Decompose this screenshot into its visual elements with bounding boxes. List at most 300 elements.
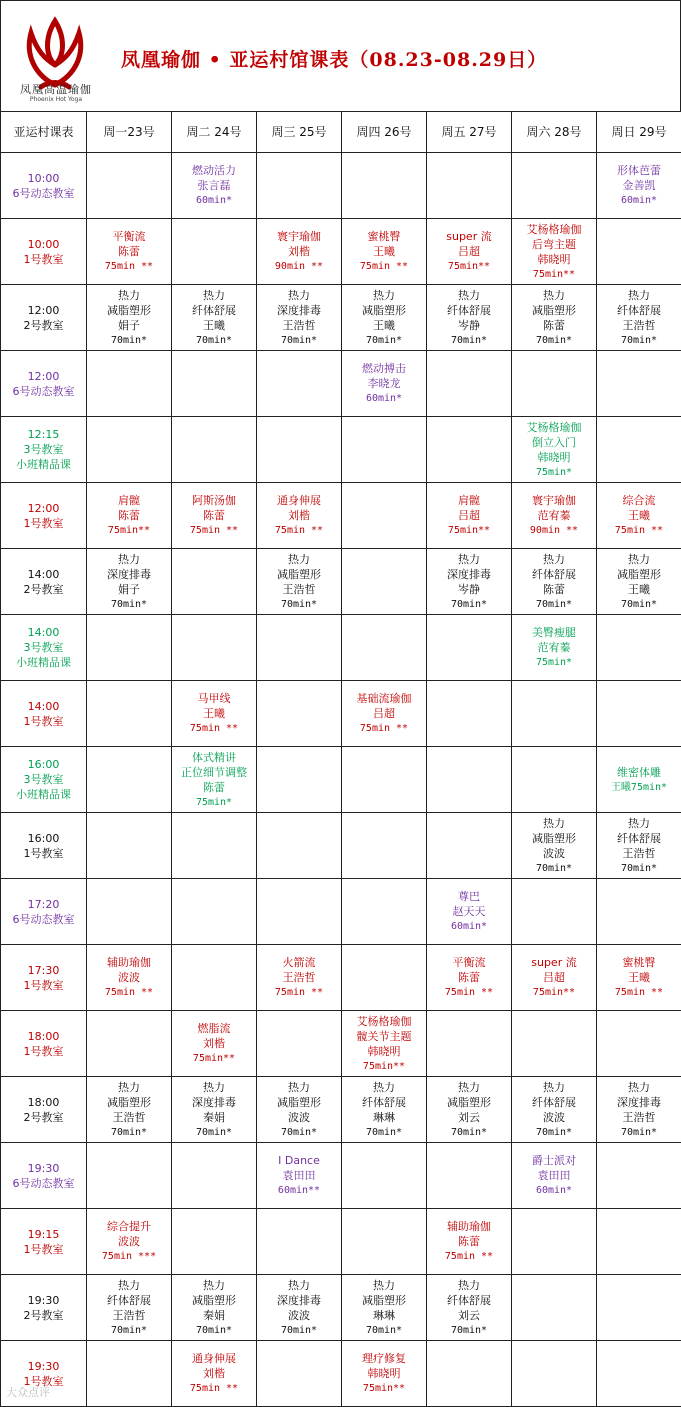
class-line: 金善凯 [597, 178, 681, 193]
class-line: 75min ** [172, 1381, 256, 1396]
class-line: 陈蕾 [512, 318, 596, 333]
class-line: 刘楷 [257, 508, 341, 523]
class-cell[interactable] [512, 945, 597, 1011]
class-line: 基础流瑜伽 [342, 691, 426, 706]
class-line: 热力 [87, 1080, 171, 1095]
empty-cell [87, 1341, 172, 1407]
class-line: 艾杨格瑜伽 [342, 1014, 426, 1029]
class-line: 减脂塑形 [512, 831, 596, 846]
class-line: 王浩哲 [597, 1110, 681, 1125]
class-cell[interactable] [597, 285, 681, 351]
schedule-row [1, 1341, 681, 1407]
class-line: 75min** [512, 267, 596, 282]
day-header: 周四 26号 [342, 112, 427, 153]
time-room-line: 6号动态教室 [1, 186, 86, 201]
class-cell[interactable] [597, 483, 681, 549]
class-line: 岑静 [427, 318, 511, 333]
time-room-cell [1, 285, 87, 351]
class-line: 王曦 [597, 970, 681, 985]
time-room-line: 18:00 [1, 1095, 86, 1110]
empty-cell [512, 351, 597, 417]
class-line: 王曦 [597, 582, 681, 597]
class-line: super 流 [427, 229, 511, 244]
class-line: 70min* [597, 1125, 681, 1140]
class-line: 热力 [172, 288, 256, 303]
time-room-cell [1, 351, 87, 417]
class-line: 波波 [257, 1308, 341, 1323]
time-room-line: 小班精品课 [1, 655, 86, 670]
time-room-cell [1, 219, 87, 285]
class-line: 纤体舒展 [512, 567, 596, 582]
class-cell[interactable] [87, 1209, 172, 1275]
class-line: 减脂塑形 [87, 303, 171, 318]
class-line: 热力 [512, 552, 596, 567]
class-cell[interactable] [257, 549, 342, 615]
class-cell[interactable] [257, 945, 342, 1011]
time-room-line: 14:00 [1, 567, 86, 582]
logo-text-cn: 凤凰高温瑜伽 [15, 81, 97, 97]
class-line: 60min* [597, 193, 681, 208]
class-cell[interactable] [342, 1077, 427, 1143]
empty-cell [257, 153, 342, 219]
class-line: 纤体舒展 [427, 1293, 511, 1308]
class-line: 韩晓明 [512, 450, 596, 465]
class-line: 岑静 [427, 582, 511, 597]
empty-cell [597, 417, 681, 483]
schedule-header [0, 0, 681, 112]
class-line: 陈蕾 [427, 970, 511, 985]
empty-cell [342, 549, 427, 615]
class-cell[interactable] [512, 285, 597, 351]
class-line: 王浩哲 [257, 582, 341, 597]
empty-cell [512, 1209, 597, 1275]
class-line: 热力 [257, 1278, 341, 1293]
class-line: 燃动活力 [172, 163, 256, 178]
class-line: 热力 [427, 552, 511, 567]
class-cell[interactable] [172, 285, 257, 351]
empty-cell [342, 615, 427, 681]
time-room-cell [1, 813, 87, 879]
empty-cell [427, 615, 512, 681]
class-cell[interactable] [87, 945, 172, 1011]
class-cell[interactable] [172, 153, 257, 219]
empty-cell [512, 1275, 597, 1341]
empty-cell [427, 813, 512, 879]
class-cell[interactable] [427, 1275, 512, 1341]
class-line: 60min** [257, 1183, 341, 1198]
class-cell[interactable] [597, 549, 681, 615]
class-cell[interactable] [172, 1077, 257, 1143]
day-header: 周五 27号 [427, 112, 512, 153]
class-cell[interactable] [172, 747, 257, 813]
class-line: 王曦 [172, 318, 256, 333]
class-cell[interactable] [427, 879, 512, 945]
class-cell[interactable] [342, 1275, 427, 1341]
class-line: 60min* [172, 193, 256, 208]
empty-cell [512, 153, 597, 219]
class-line: 热力 [512, 816, 596, 831]
class-cell[interactable] [427, 1077, 512, 1143]
class-line: 深度排毒 [87, 567, 171, 582]
class-line: 燃脂流 [172, 1021, 256, 1036]
time-room-line: 12:00 [1, 369, 86, 384]
class-line: 王浩哲 [87, 1110, 171, 1125]
class-line: 王曦 [342, 318, 426, 333]
empty-cell [257, 417, 342, 483]
empty-cell [342, 747, 427, 813]
day-header: 周六 28号 [512, 112, 597, 153]
time-room-line: 6号动态教室 [1, 912, 86, 927]
class-line: 爵士派对 [512, 1153, 596, 1168]
class-line: 75min ** [342, 721, 426, 736]
class-line: 韩晓明 [342, 1044, 426, 1059]
schedule-row [1, 285, 681, 351]
time-room-line: 12:15 [1, 427, 86, 442]
class-line: 王浩哲 [257, 970, 341, 985]
class-line: 75min ** [172, 721, 256, 736]
time-room-line: 3号教室 [1, 442, 86, 457]
class-line: 韩晓明 [342, 1366, 426, 1381]
class-line: 王曦 [342, 244, 426, 259]
class-cell[interactable] [512, 1143, 597, 1209]
class-line: 肩髋 [427, 493, 511, 508]
empty-cell [512, 681, 597, 747]
empty-cell [172, 549, 257, 615]
time-room-line: 3号教室 [1, 772, 86, 787]
empty-cell [87, 417, 172, 483]
class-line: 70min* [597, 861, 681, 876]
class-line: 热力 [87, 1278, 171, 1293]
class-line: 热力 [257, 552, 341, 567]
class-line: 60min* [512, 1183, 596, 1198]
class-cell[interactable] [427, 483, 512, 549]
class-line: 75min ** [342, 259, 426, 274]
class-line: 维密体雕 [597, 765, 681, 780]
class-line: 60min* [427, 919, 511, 934]
class-cell[interactable] [172, 1275, 257, 1341]
class-cell[interactable] [427, 285, 512, 351]
empty-cell [427, 153, 512, 219]
empty-cell [512, 747, 597, 813]
class-line: 艾杨格瑜伽 [512, 420, 596, 435]
time-room-line: 19:15 [1, 1227, 86, 1242]
time-room-cell [1, 1077, 87, 1143]
class-line: 75min ** [257, 985, 341, 1000]
class-line: 70min* [512, 597, 596, 612]
class-line: I Dance [257, 1153, 341, 1168]
class-line: 70min* [342, 1125, 426, 1140]
class-line: 70min* [427, 597, 511, 612]
empty-cell [342, 1143, 427, 1209]
class-line: 深度排毒 [257, 1293, 341, 1308]
class-line: 70min* [257, 333, 341, 348]
class-line: 寰宇瑜伽 [512, 493, 596, 508]
class-cell[interactable] [257, 285, 342, 351]
time-room-cell [1, 879, 87, 945]
class-line: 75min* [172, 795, 256, 810]
class-line: 秦娟 [172, 1110, 256, 1125]
class-cell[interactable] [427, 1209, 512, 1275]
empty-cell [597, 1011, 681, 1077]
class-line: 袁田田 [512, 1168, 596, 1183]
class-cell[interactable] [597, 153, 681, 219]
class-line: 刘云 [427, 1110, 511, 1125]
time-room-line: 小班精品课 [1, 457, 86, 472]
class-cell[interactable] [597, 1077, 681, 1143]
empty-cell [342, 417, 427, 483]
empty-cell [257, 351, 342, 417]
class-cell[interactable] [172, 681, 257, 747]
empty-cell [172, 615, 257, 681]
time-room-cell [1, 1275, 87, 1341]
class-cell[interactable] [427, 549, 512, 615]
time-room-line: 6号动态教室 [1, 1176, 86, 1191]
class-cell[interactable] [257, 1275, 342, 1341]
class-line: 倒立入门 [512, 435, 596, 450]
time-room-line: 1号教室 [1, 252, 86, 267]
empty-cell [427, 351, 512, 417]
empty-cell [342, 813, 427, 879]
class-line: 赵天天 [427, 904, 511, 919]
time-room-line: 14:00 [1, 625, 86, 640]
class-line: 75min ** [172, 523, 256, 538]
class-line: 王浩哲 [257, 318, 341, 333]
day-header: 周二 24号 [172, 112, 257, 153]
class-line: 70min* [87, 1323, 171, 1338]
time-room-cell [1, 549, 87, 615]
class-cell[interactable] [257, 1143, 342, 1209]
schedule-row [1, 483, 681, 549]
class-line: 纤体舒展 [342, 1095, 426, 1110]
class-cell[interactable] [512, 1077, 597, 1143]
empty-cell [597, 1143, 681, 1209]
class-cell[interactable] [172, 483, 257, 549]
class-line: 陈蕾 [427, 1234, 511, 1249]
class-line: 70min* [257, 1323, 341, 1338]
time-room-line: 1号教室 [1, 1044, 86, 1059]
class-line: 75min* [512, 465, 596, 480]
schedule-body [1, 153, 681, 1407]
class-cell[interactable] [512, 417, 597, 483]
class-line: 陈蕾 [87, 508, 171, 523]
time-room-line: 1号教室 [1, 1242, 86, 1257]
empty-cell [87, 615, 172, 681]
class-line: 通身伸展 [172, 1351, 256, 1366]
empty-cell [512, 1341, 597, 1407]
class-cell[interactable] [87, 1077, 172, 1143]
class-line: 纤体舒展 [427, 303, 511, 318]
class-line: 吕超 [427, 244, 511, 259]
empty-cell [257, 1011, 342, 1077]
time-room-cell [1, 1209, 87, 1275]
time-room-cell [1, 681, 87, 747]
class-cell[interactable] [427, 219, 512, 285]
time-room-cell [1, 153, 87, 219]
class-line: 袁田田 [257, 1168, 341, 1183]
class-cell[interactable] [342, 219, 427, 285]
schedule-row [1, 1077, 681, 1143]
empty-cell [87, 879, 172, 945]
class-line: 纤体舒展 [597, 303, 681, 318]
class-line: 70min* [427, 1125, 511, 1140]
class-line: 热力 [427, 288, 511, 303]
class-line: 通身伸展 [257, 493, 341, 508]
empty-cell [597, 1275, 681, 1341]
class-cell[interactable] [87, 483, 172, 549]
class-line: 火箭流 [257, 955, 341, 970]
class-line: 琳琳 [342, 1110, 426, 1125]
class-cell[interactable] [342, 1011, 427, 1077]
class-line: 理疗修复 [342, 1351, 426, 1366]
class-line: 平衡流 [87, 229, 171, 244]
time-room-line: 19:30 [1, 1161, 86, 1176]
class-line: 70min* [427, 333, 511, 348]
empty-cell [172, 417, 257, 483]
class-line: 形体芭蕾 [597, 163, 681, 178]
time-room-line: 1号教室 [1, 1374, 86, 1389]
class-cell[interactable] [87, 1275, 172, 1341]
empty-cell [172, 813, 257, 879]
class-line: 马甲线 [172, 691, 256, 706]
time-room-cell [1, 1143, 87, 1209]
class-line: 韩晓明 [512, 252, 596, 267]
class-line: 减脂塑形 [512, 303, 596, 318]
class-cell[interactable] [342, 285, 427, 351]
time-room-line: 18:00 [1, 1029, 86, 1044]
time-room-line: 小班精品课 [1, 787, 86, 802]
class-cell[interactable] [87, 549, 172, 615]
day-header: 周一23号 [87, 112, 172, 153]
class-line: 范宥蓁 [512, 508, 596, 523]
empty-cell [172, 351, 257, 417]
class-cell[interactable] [597, 813, 681, 879]
class-line: 波波 [87, 1234, 171, 1249]
class-line: 刘楷 [172, 1366, 256, 1381]
class-line: 纤体舒展 [87, 1293, 171, 1308]
class-line: 美臀瘦腿 [512, 625, 596, 640]
time-room-cell [1, 417, 87, 483]
time-room-line: 17:20 [1, 897, 86, 912]
class-line: 75min ** [257, 523, 341, 538]
class-line: 范宥蓁 [512, 640, 596, 655]
class-cell[interactable] [342, 1341, 427, 1407]
class-line: 王浩哲 [597, 318, 681, 333]
class-cell[interactable] [512, 219, 597, 285]
class-line: 蜜桃臀 [342, 229, 426, 244]
class-line: 陈蕾 [172, 780, 256, 795]
class-cell[interactable] [257, 219, 342, 285]
class-cell[interactable] [172, 1011, 257, 1077]
class-cell[interactable] [342, 681, 427, 747]
class-line: 王曦75min* [597, 780, 681, 795]
class-cell[interactable] [512, 615, 597, 681]
time-room-line: 14:00 [1, 699, 86, 714]
class-cell[interactable] [87, 219, 172, 285]
class-line: 70min* [342, 333, 426, 348]
class-cell[interactable] [342, 351, 427, 417]
class-cell[interactable] [427, 945, 512, 1011]
time-room-line: 17:30 [1, 963, 86, 978]
empty-cell [427, 1011, 512, 1077]
empty-cell [172, 1209, 257, 1275]
empty-cell [427, 417, 512, 483]
empty-cell [342, 1209, 427, 1275]
class-line: 热力 [87, 288, 171, 303]
class-cell[interactable] [597, 747, 681, 813]
schedule-table [0, 111, 681, 1407]
schedule-row [1, 549, 681, 615]
page-title: 凤凰瑜伽 • 亚运村馆课表（08.23-08.29日） [121, 45, 547, 72]
class-line: 70min* [257, 597, 341, 612]
class-line: 吕超 [512, 970, 596, 985]
empty-cell [512, 879, 597, 945]
time-room-line: 19:30 [1, 1293, 86, 1308]
class-line: 王曦 [597, 508, 681, 523]
class-cell[interactable] [512, 549, 597, 615]
empty-cell [87, 351, 172, 417]
class-line: 热力 [512, 1080, 596, 1095]
class-cell[interactable] [512, 483, 597, 549]
class-cell[interactable] [512, 813, 597, 879]
class-line: 70min* [172, 1323, 256, 1338]
empty-cell [172, 1143, 257, 1209]
class-line: 70min* [512, 861, 596, 876]
day-header: 周日 29号 [597, 112, 681, 153]
class-line: 75min** [342, 1059, 426, 1074]
class-cell[interactable] [87, 285, 172, 351]
time-room-line: 6号动态教室 [1, 384, 86, 399]
empty-cell [87, 1011, 172, 1077]
class-line: 70min* [512, 333, 596, 348]
class-line: 王曦 [172, 706, 256, 721]
class-line: 王浩哲 [87, 1308, 171, 1323]
class-line: 王浩哲 [597, 846, 681, 861]
class-line: 90min ** [257, 259, 341, 274]
schedule-row [1, 747, 681, 813]
class-line: 深度排毒 [172, 1095, 256, 1110]
schedule-row [1, 879, 681, 945]
time-room-line: 19:30 [1, 1359, 86, 1374]
class-line: 70min* [87, 333, 171, 348]
class-line: 75min* [512, 655, 596, 670]
class-cell[interactable] [257, 1077, 342, 1143]
class-cell[interactable] [257, 483, 342, 549]
class-cell[interactable] [597, 945, 681, 1011]
empty-cell [427, 1143, 512, 1209]
time-room-line: 12:00 [1, 501, 86, 516]
class-line: 热力 [597, 552, 681, 567]
class-line: 肩髋 [87, 493, 171, 508]
empty-cell [87, 813, 172, 879]
class-line: 75min** [87, 523, 171, 538]
class-line: 波波 [87, 970, 171, 985]
empty-cell [597, 1341, 681, 1407]
class-line: 刘楷 [257, 244, 341, 259]
class-line: 尊巴 [427, 889, 511, 904]
schedule-row [1, 1143, 681, 1209]
class-line: 辅助瑜伽 [87, 955, 171, 970]
schedule-row [1, 1275, 681, 1341]
class-line: 寰宇瑜伽 [257, 229, 341, 244]
class-cell[interactable] [172, 1341, 257, 1407]
class-line: 75min ** [597, 985, 681, 1000]
class-line: 75min ** [427, 985, 511, 1000]
class-line: 90min ** [512, 523, 596, 538]
class-line: 深度排毒 [597, 1095, 681, 1110]
schedule-row [1, 813, 681, 879]
class-line: 热力 [342, 1278, 426, 1293]
class-line: 减脂塑形 [257, 1095, 341, 1110]
